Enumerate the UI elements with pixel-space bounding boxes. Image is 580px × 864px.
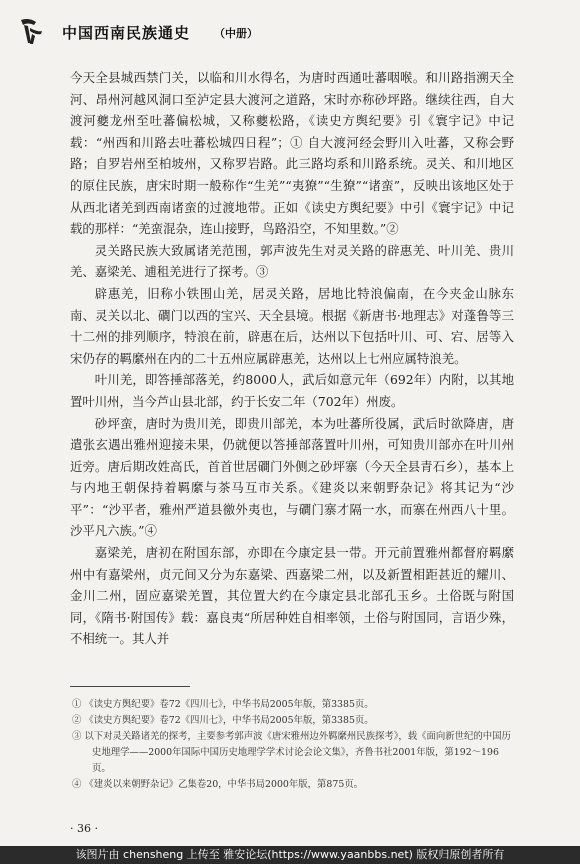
paragraph: 灵关路民族大致属诸羌范围，郭声波先生对灵关路的辟惠羌、叶川羌、贵川羌、嘉梁羌、逋租羌进行了探考。③: [70, 242, 514, 280]
watermark-banner: 该图片由 chensheng 上传至 雅安论坛(https://www.yaanbbs.net) 版权归原创者所有: [0, 846, 580, 864]
footnote: ① 《读史方舆纪要》卷72《四川七》，中华书局2005年版，第3385页。: [72, 699, 374, 710]
page-number: · 36 ·: [70, 822, 98, 835]
paragraph: 嘉梁羌，唐初在附国东部，亦即在今康定县一带。开元前置雅州都督府羁縻州中有嘉梁州，贞元间又分为东嘉梁、西嘉梁二州，以及新置相距甚近的耀川、金川二州，固应嘉梁羌置，其位置大约在今康定县北部孔玉乡。土俗既与附国同，《隋书·附国传》载：嘉良夷“所居种姓自相率领，土俗与附国同，言语少殊，不相统一。其人并: [70, 545, 514, 647]
volume-label: （中册）: [214, 27, 258, 40]
book-logo-icon: [18, 16, 46, 46]
footnote: ④ 《建炎以来朝野杂记》乙集卷20，中华书局2000年版，第875页。: [72, 779, 364, 790]
footnote: ③ 以下对灵关路诸羌的探考，主要参考郭声波《唐宋雅州边外羁縻州民族探考》，载《面向新世纪的中国历史地理学——2000年国际中国历史地理学学术讨论会论文集》，齐鲁书社2001年版，第192～196页。: [72, 731, 511, 774]
paragraph: 砂坪蛮，唐时为贵川羌，即贵川部羌，本为吐蕃所役属，武后时欲降唐，唐遣张玄遇出雅州迎接未果，仍就便以答捶部落置叶川州，可知贵川部亦在叶川州近旁。唐后期改姓高氏，首首世居磵门外侧之砂坪寨（今天全县青石乡），基本上与内地王朝保持着羁縻与茶马互市关系。《建炎以来朝野杂记》将其记为“沙平”：“沙平者，雅州严道县徼外夷也，与磵门寨才隔一水，而寨在州西八十里。沙平凡六族。”④: [70, 415, 514, 539]
paragraph: 辟惠羌，旧称小铁围山羌，居灵关路，居地比特浪偏南，在今夹金山脉东南、灵关以北、磵门以西的宝兴、天全县境。根据《新唐书·地理志》对蓬鲁等三十二州的排列顺序，特浪在前，辟惠在后，达州以下包括叶川、可、宕、居等入宋仍存的羁縻州在内的二十五州应属辟惠羌，达州以上七州应属特浪羌。: [70, 285, 514, 366]
footnote: ② 《读史方舆纪要》卷72《四川七》，中华书局2005年版，第3385页。: [72, 715, 374, 726]
paragraph: 今天全县城西禁门关，以临和川水得名，为唐时西通吐蕃咽喉。和川路指溯天全河、昂州河越风洞口至泸定县大渡河之道路，宋时亦称砂坪路。继续往西，自大渡河夔龙州至吐蕃偏松城，又称夔松路，《读史方舆纪要》引《寰宇记》中记载：“州西和川路去吐蕃松城四日程”；① 自大渡河经会野川入吐蕃，又称会野路；自罗岩州至柏坡州，又称罗岩路。此三路均系和川路系统。灵关、和川地区的原住民族，唐宋时期一般称作“生羌”“夷獠”“生獠”“诸蛮”，反映出该地区处于从西北诸羌到西南诸蛮的过渡地带。正如《读史方舆纪要》中引《寰宇记》中记载的那样：“羌蛮混杂，连山接野，鸟路沿空，不知里数。”②: [70, 70, 514, 237]
book-title: 中国西南民族通史: [62, 24, 191, 42]
footnote-divider: [70, 686, 190, 687]
running-header: [18, 16, 558, 48]
main-text: [70, 67, 514, 650]
footnotes: [72, 697, 512, 793]
paragraph: 叶川羌，即答捶部落羌，约8000人，武后如意元年（692年）内附，以其地置叶川州，当今芦山县北部，约于长安二年（702年）州废。: [70, 372, 514, 409]
